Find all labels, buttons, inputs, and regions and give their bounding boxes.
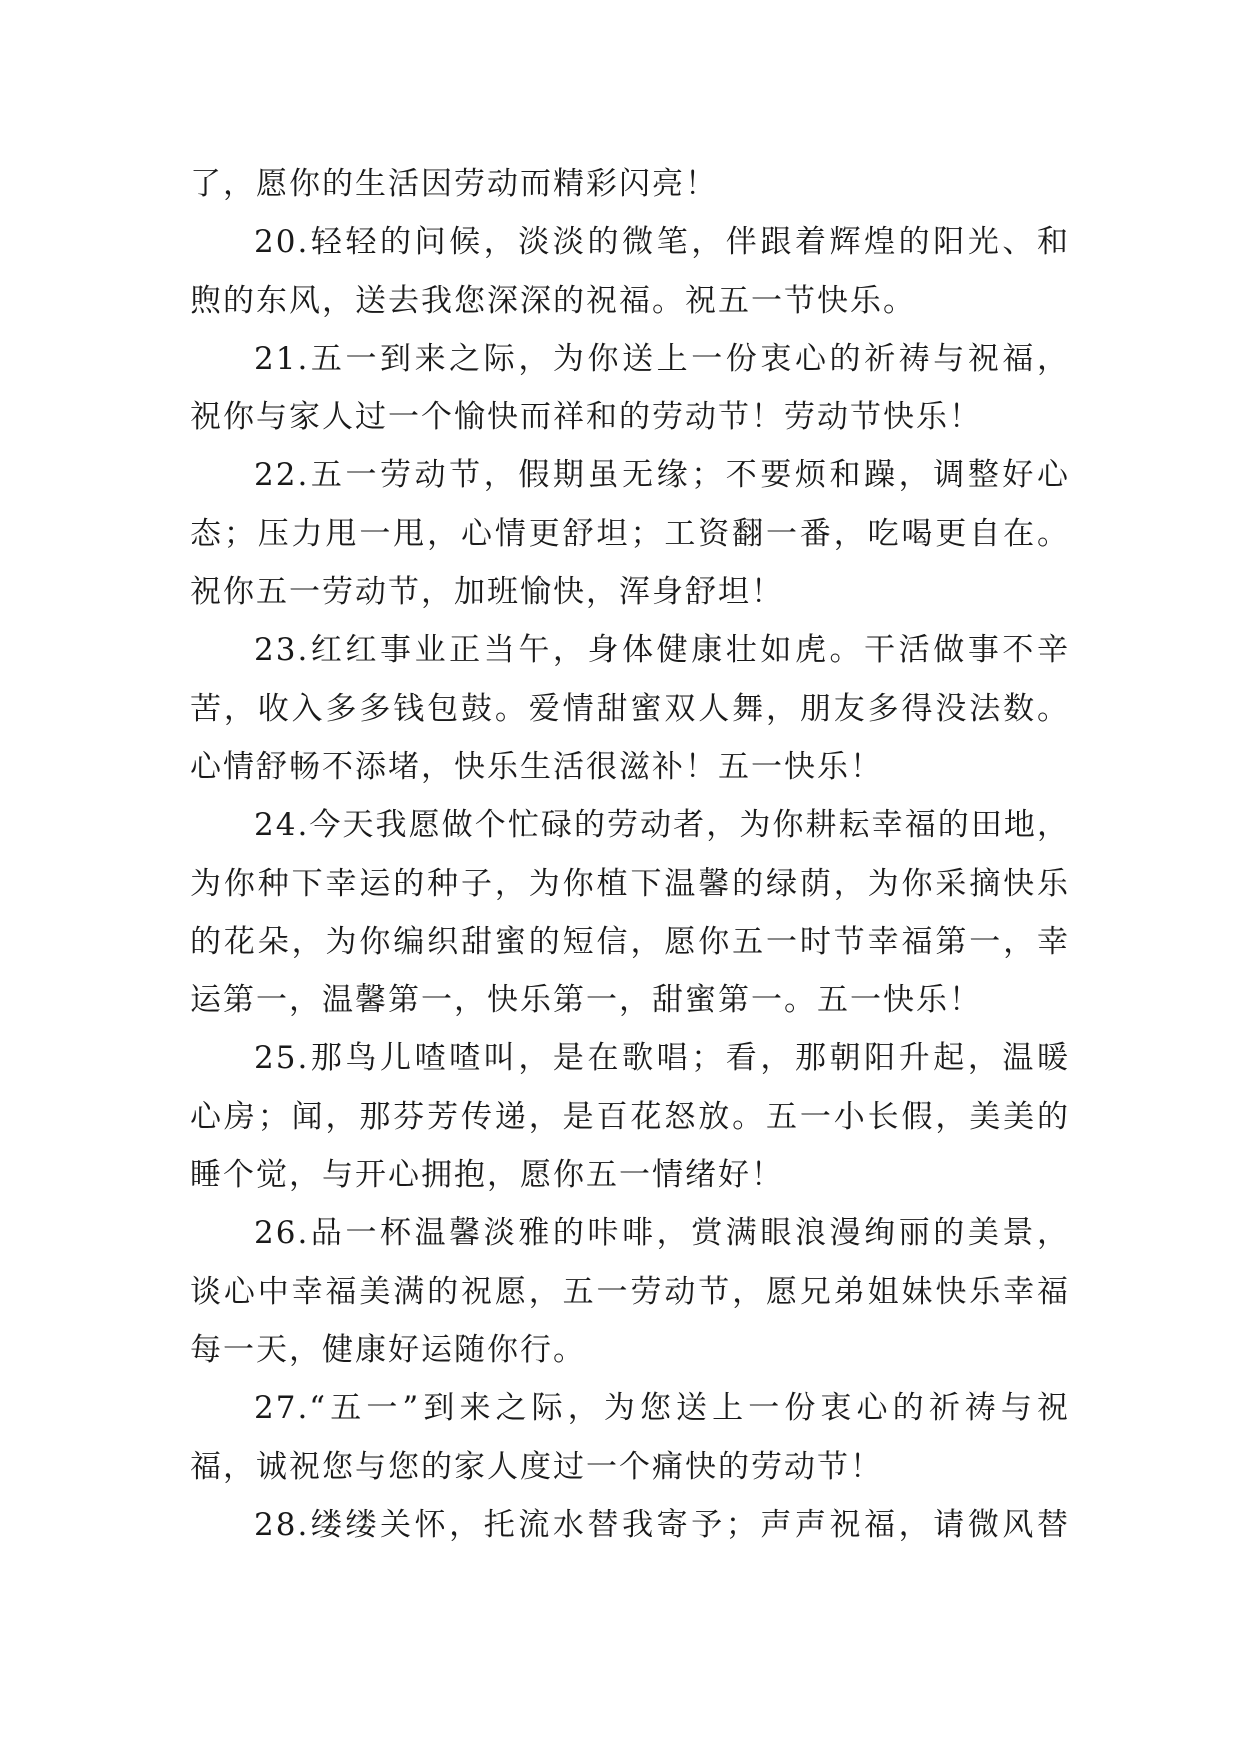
text-line: 心情舒畅不添堵，快乐生活很滋补！五一快乐！ [190, 748, 883, 785]
text-line: 福，诚祝您与您的家人度过一个痛快的劳动节！ [190, 1448, 883, 1485]
text-line: 煦的东风，送去我您深深的祝福。祝五一节快乐。 [190, 282, 916, 319]
text-line: 23.红红事业正当午，身体健康壮如虎。干活做事不辛 [254, 632, 1070, 669]
text-line: 祝你与家人过一个愉快而祥和的劳动节！劳动节快乐！ [190, 399, 982, 436]
text-line: 28.缕缕关怀，托流水替我寄予；声声祝福，请微风替 [254, 1506, 1070, 1543]
text-line: 21.五一到来之际，为你送上一份衷心的祈祷与祝福， [254, 340, 1070, 377]
text-line: 25.那鸟儿喳喳叫，是在歌唱；看，那朝阳升起，温暖 [254, 1040, 1070, 1077]
text-line: 苦，收入多多钱包鼓。爱情甜蜜双人舞，朋友多得没法数。 [190, 690, 1070, 727]
text-line: 26.品一杯温馨淡雅的咔啡，赏满眼浪漫绚丽的美景， [254, 1215, 1070, 1252]
text-line: 心房；闻，那芬芳传递，是百花怒放。五一小长假，美美的 [190, 1098, 1070, 1135]
text-line: 运第一，温馨第一，快乐第一，甜蜜第一。五一快乐！ [190, 982, 982, 1019]
text-line: 20.轻轻的问候，淡淡的微笔，伴跟着辉煌的阳光、和 [254, 224, 1070, 261]
text-line: 27.“五一”到来之际，为您送上一份衷心的祈祷与祝 [254, 1390, 1070, 1427]
text-line: 每一天，健康好运随你行。 [190, 1331, 586, 1368]
text-line: 祝你五一劳动节，加班愉快，浑身舒坦！ [190, 574, 784, 611]
text-line: 为你种下幸运的种子，为你植下温馨的绿荫，为你采摘快乐 [190, 865, 1070, 902]
text-line: 睡个觉，与开心拥抱，愿你五一情绪好！ [190, 1157, 784, 1194]
text-line: 24.今天我愿做个忙碌的劳动者，为你耕耘幸福的田地， [254, 807, 1070, 844]
text-line: 的花朵，为你编织甜蜜的短信，愿你五一时节幸福第一，幸 [190, 923, 1070, 960]
text-line: 态；压力甩一甩，心情更舒坦；工资翻一番，吃喝更自在。 [190, 515, 1070, 552]
text-line: 22.五一劳动节，假期虽无缘；不要烦和躁，调整好心 [254, 457, 1070, 494]
text-line: 谈心中幸福美满的祝愿，五一劳动节，愿兄弟姐妹快乐幸福 [190, 1273, 1070, 1310]
body-text [190, 155, 1070, 1554]
text-line: 了，愿你的生活因劳动而精彩闪亮！ [190, 166, 718, 202]
